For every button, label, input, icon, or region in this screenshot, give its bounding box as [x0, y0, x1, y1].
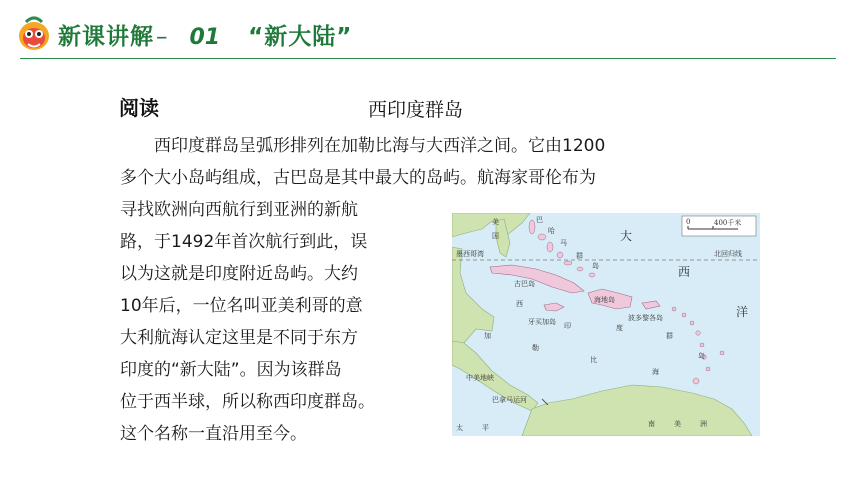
section-number: 01: [189, 25, 221, 50]
text-line: [120, 130, 760, 162]
text-line: 以为这就是印度附近岛屿。大约: [120, 264, 358, 284]
gulf-of-mexico-label: 墨西哥湾: [456, 250, 484, 258]
west-indies-label-2: 印: [564, 322, 571, 330]
section-title: [58, 18, 352, 52]
north-america-land: [452, 213, 530, 237]
jamaica-island: [544, 303, 564, 311]
cuba-label: 古巴岛: [514, 280, 535, 288]
us-label-1: 美: [492, 218, 499, 226]
jamaica-label: 牙买加岛: [528, 318, 556, 326]
west-indies-label-1: 西: [516, 300, 523, 308]
bahamas-label-2: 哈: [548, 227, 555, 235]
pacific-label-1: 太: [456, 424, 463, 432]
west-indies-label-5: 岛: [698, 352, 705, 360]
text-line-content: 西印度群岛呈弧形排列在加勒比海与大西洋之间。它由1200: [154, 136, 606, 156]
bahamas-islands: [529, 220, 595, 277]
header: [0, 0, 860, 62]
title-dash: –: [156, 24, 168, 50]
atlantic-label-2: 西: [678, 265, 691, 279]
west-indies-label-4: 群: [666, 332, 673, 340]
hispaniola-label: 海地岛: [594, 296, 615, 304]
text-line: 寻找欧洲向西航行到亚洲的新航: [120, 200, 358, 220]
panama-canal-label: 巴拿马运河: [492, 396, 527, 404]
scale-label: 400千米: [714, 219, 742, 227]
bahamas-label-4: 群: [576, 252, 583, 260]
reading-label: 阅读: [119, 96, 159, 120]
topic-title: “新大陆”: [248, 24, 353, 50]
paragraph-beside-map: [120, 194, 440, 450]
atlantic-label-3: 洋: [736, 305, 749, 319]
west-indies-label-3: 度: [616, 324, 623, 332]
puerto-rico-island: [642, 301, 660, 309]
atlantic-label-1: 大: [620, 229, 633, 243]
header-divider: [20, 58, 836, 59]
text-line: 10年后，一位名叫亚美利哥的意: [120, 296, 363, 316]
article-title: 西印度群岛: [368, 99, 464, 121]
text-line: 这个名称一直沿用至今。: [120, 424, 307, 444]
caribbean-label-3: 比: [590, 356, 597, 364]
puerto-rico-label: 波多黎各岛: [628, 314, 663, 322]
south-america-label-2: 美: [674, 420, 681, 428]
scale-zero: 0: [686, 218, 691, 226]
title-main: 新课讲解: [58, 24, 154, 50]
text-line: 路，于1492年首次航行到此，误: [120, 232, 368, 252]
bahamas-label-1: 巴: [536, 216, 543, 224]
caribbean-label-2: 勒: [532, 344, 539, 352]
cuba-island: [490, 265, 584, 293]
us-label-2: 国: [492, 232, 499, 240]
caribbean-label-4: 海: [652, 368, 659, 376]
tropic-label: 北回归线: [714, 250, 742, 258]
mascot-icon: [14, 14, 54, 54]
pacific-label-2: 平: [482, 424, 489, 432]
west-indies-map: [452, 213, 760, 436]
south-america-label-1: 南: [648, 420, 655, 428]
text-line: 印度的“新大陆”。因为该群岛: [120, 360, 342, 380]
south-america-land: [522, 385, 752, 436]
paragraph-full-width: [120, 130, 760, 194]
caribbean-label-1: 加: [484, 332, 491, 340]
central-america-label: 中美地峡: [466, 374, 494, 382]
bahamas-label-5: 岛: [592, 262, 599, 270]
south-america-label-3: 洲: [700, 420, 707, 428]
bahamas-label-3: 马: [560, 239, 567, 247]
text-line: 位于西半球，所以称西印度群岛。: [120, 392, 375, 412]
text-line: 多个大小岛屿组成，古巴岛是其中最大的岛屿。航海家哥伦布为: [120, 168, 596, 188]
text-line: 大利航海认定这里是不同于东方: [120, 328, 358, 348]
lesser-antilles-islands: [672, 307, 724, 384]
mexico-land: [452, 247, 494, 343]
